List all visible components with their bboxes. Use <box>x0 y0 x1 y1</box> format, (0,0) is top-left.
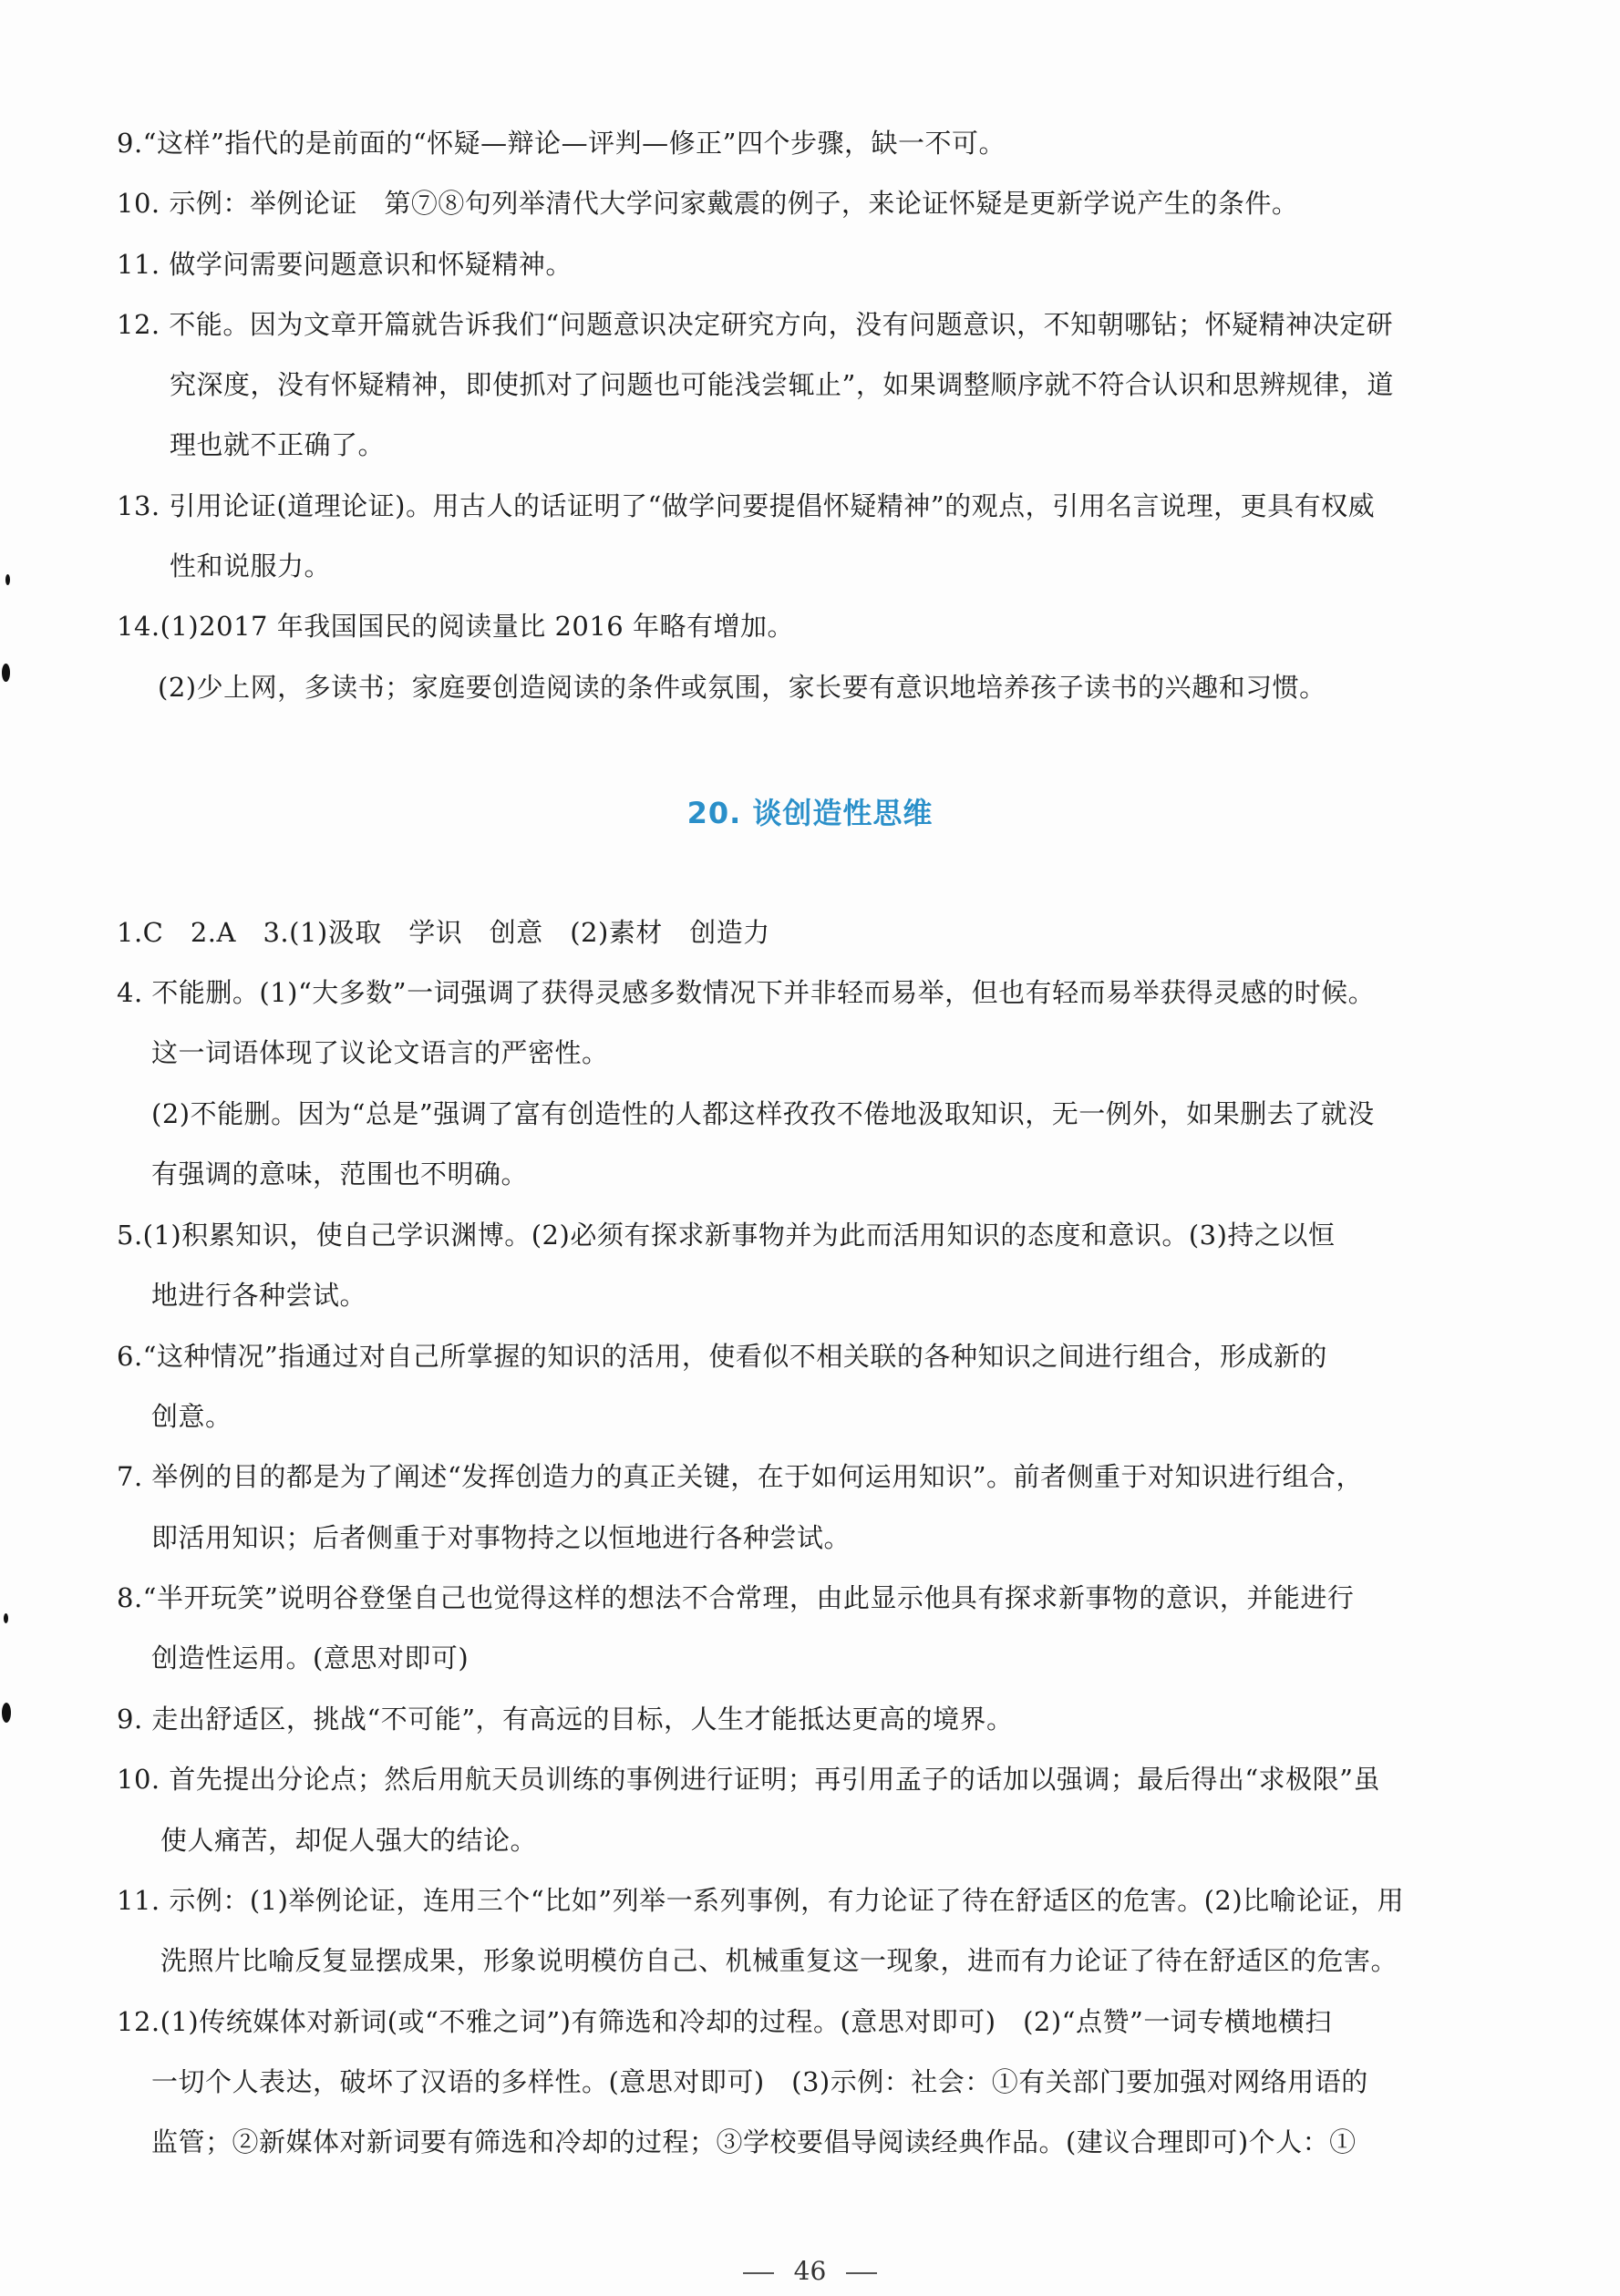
answer-14-line-1: 14.(1)2017 年我国国民的阅读量比 2016 年略有增加。 <box>117 611 794 642</box>
scan-speck <box>2 664 10 682</box>
answer-13-line-2: 性和说服力。 <box>170 551 332 582</box>
answer-8-line-1: 8.“半开玩笑”说明谷登堡自己也觉得这样的想法不合常理，由此显示他具有探求新事物的意识，并能进行 <box>117 1582 1355 1613</box>
answer-9: 9.“这样”指代的是前面的“怀疑—辩论—评判—修正”四个步骤，缺一不可。 <box>117 128 1006 159</box>
answer-4-line-3: (2)不能删。因为“总是”强调了富有创造性的人都这样孜孜不倦地汲取知识，无一例外，如果删去了就没 <box>151 1098 1375 1129</box>
answer-6-line-1: 6.“这种情况”指通过对自己所掌握的知识的活用，使看似不相关联的各种知识之间进行组合，形成新的 <box>117 1341 1327 1372</box>
answer-5-line-2: 地进行各种尝试。 <box>151 1280 367 1311</box>
answer-1-3: 1.C 2.A 3.(1)汲取 学识 创意 (2)素材 创造力 <box>117 917 770 948</box>
answer-9-s20: 9. 走出舒适区，挑战“不可能”，有高远的目标，人生才能抵达更高的境界。 <box>117 1704 1014 1735</box>
answer-10: 10. 示例：举例论证 第⑦⑧句列举清代大学问家戴震的例子，来论证怀疑是更新学说产生的条件。 <box>117 188 1299 219</box>
scan-speck <box>5 574 10 585</box>
scan-speck <box>4 1613 8 1623</box>
page-number <box>0 2257 1620 2286</box>
answer-10-s20-line-1: 10. 首先提出分论点；然后用航天员训练的事例进行证明；再引用孟子的话加以强调；最后得出“求极限”虽 <box>117 1764 1380 1795</box>
answer-7-line-2: 即活用知识；后者侧重于对事物持之以恒地进行各种尝试。 <box>151 1522 851 1553</box>
answer-12-line-2: 究深度，没有怀疑精神，即使抓对了问题也可能浅尝辄止”，如果调整顺序就不符合认识和思辨规律，道 <box>170 369 1394 400</box>
scan-speck <box>2 1703 11 1723</box>
answer-13-line-1: 13. 引用论证(道理论证)。用古人的话证明了“做学问要提倡怀疑精神”的观点，引用名言说理，更具有权威 <box>117 490 1376 521</box>
answer-5-line-1: 5.(1)积累知识，使自己学识渊博。(2)必须有探求新事物并为此而活用知识的态度和意识。(3)持之以恒 <box>117 1220 1336 1251</box>
answer-11-s20-line-2: 洗照片比喻反复显摆成果，形象说明模仿自己、机械重复这一现象，进而有力论证了待在舒适区的危害。 <box>160 1945 1398 1976</box>
answer-12-s20-line-3: 监管；②新媒体对新词要有筛选和冷却的过程；③学校要倡导阅读经典作品。(建议合理即可)个人：① <box>151 2126 1357 2157</box>
answer-12-s20-line-2: 一切个人表达，破坏了汉语的多样性。(意思对即可) (3)示例：社会：①有关部门要加强对网络用语的 <box>151 2066 1368 2097</box>
answer-6-line-2: 创意。 <box>151 1401 232 1432</box>
section-title: 20. 谈创造性思维 <box>686 796 934 830</box>
dash-right <box>846 2272 877 2274</box>
page-number-text: 46 <box>793 2256 827 2286</box>
answer-8-line-2: 创造性运用。(意思对即可) <box>151 1642 469 1673</box>
answer-4-line-4: 有强调的意味，范围也不明确。 <box>151 1158 529 1189</box>
answer-14-line-2: (2)少上网，多读书；家庭要创造阅读的条件或氛围，家长要有意识地培养孩子读书的兴趣和习惯。 <box>158 672 1326 703</box>
answer-12-s20-line-1: 12.(1)传统媒体对新词(或“不雅之词”)有筛选和冷却的过程。(意思对即可) (2)“点赞”一词专横地横扫 <box>117 2006 1332 2037</box>
dash-left <box>743 2272 774 2274</box>
answer-11-s20-line-1: 11. 示例：(1)举例论证，连用三个“比如”列举一系列事例，有力论证了待在舒适区的危害。(2)比喻论证，用 <box>117 1885 1405 1916</box>
answer-4-line-1: 4. 不能删。(1)“大多数”一词强调了获得灵感多数情况下并非轻而易举，但也有轻而易举获得灵感的时候。 <box>117 977 1376 1008</box>
answer-12-line-1: 12. 不能。因为文章开篇就告诉我们“问题意识决定研究方向，没有问题意识，不知朝哪钻；怀疑精神决定研 <box>117 309 1394 340</box>
answer-4-line-2: 这一词语体现了议论文语言的严密性。 <box>151 1037 609 1068</box>
answer-10-s20-line-2: 使人痛苦，却促人强大的结论。 <box>160 1825 538 1856</box>
answer-7-line-1: 7. 举例的目的都是为了阐述“发挥创造力的真正关键，在于如何运用知识”。前者侧重于对知识进行组合， <box>117 1461 1364 1492</box>
answer-11: 11. 做学问需要问题意识和怀疑精神。 <box>117 249 573 280</box>
answer-12-line-3: 理也就不正确了。 <box>170 429 386 460</box>
